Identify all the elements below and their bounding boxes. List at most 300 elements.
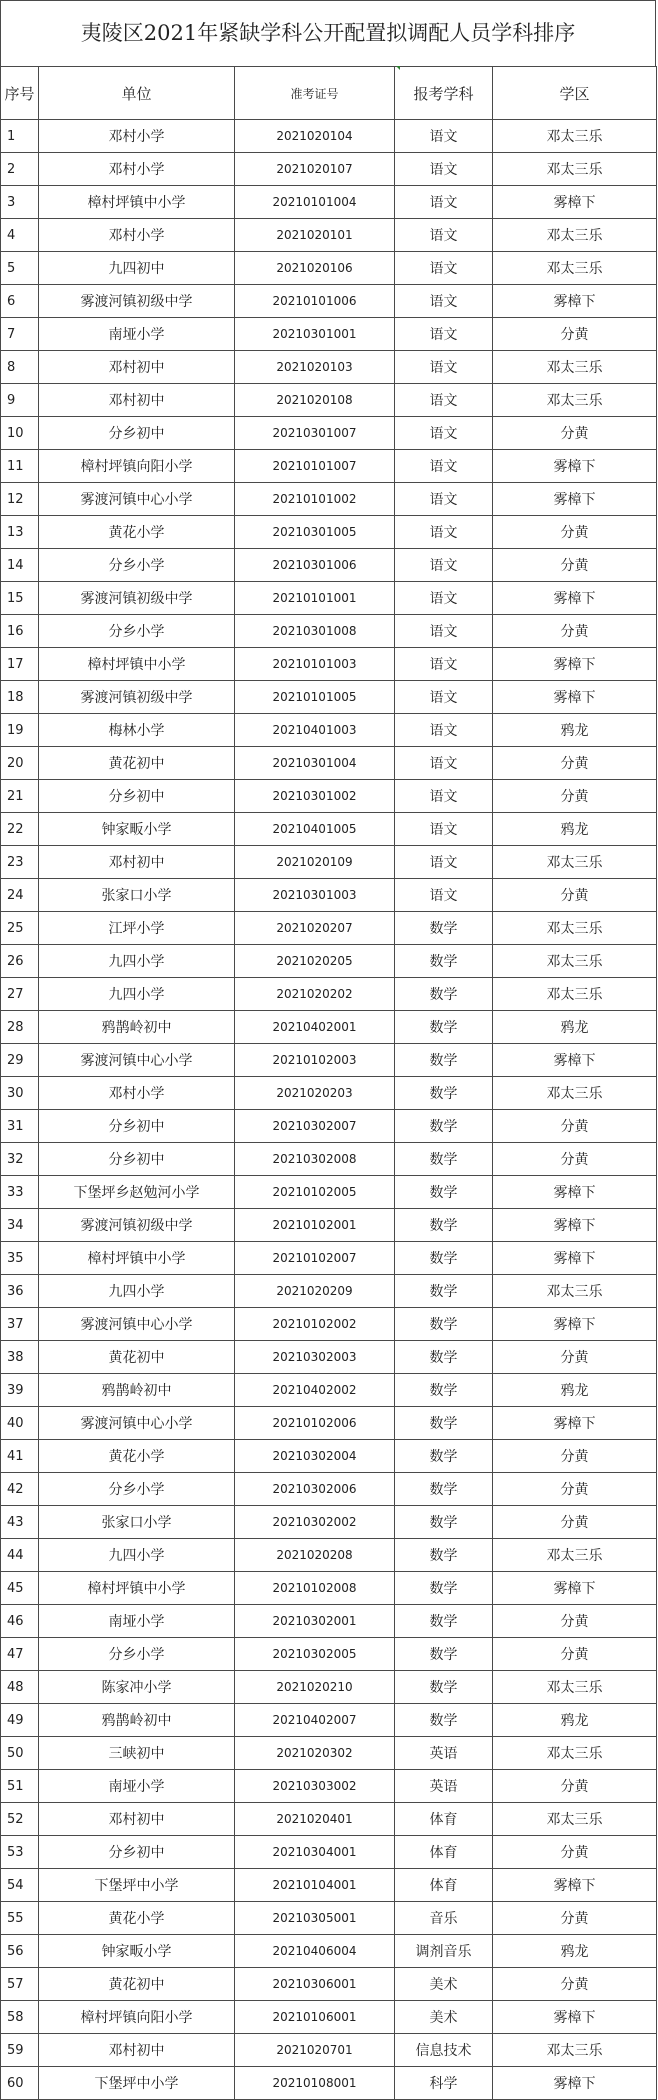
row-subject: 语文 bbox=[395, 450, 493, 483]
table-row bbox=[1, 1737, 657, 1770]
row-subject: 数学 bbox=[395, 1242, 493, 1275]
cell-comment-marker bbox=[396, 66, 400, 70]
row-unit: 邓村初中 bbox=[39, 351, 235, 384]
ranking-table bbox=[0, 66, 657, 2100]
row-subject: 数学 bbox=[395, 1209, 493, 1242]
row-unit: 陈家冲小学 bbox=[39, 1671, 235, 1704]
row-subject: 语文 bbox=[395, 219, 493, 252]
row-district: 邓太三乐 bbox=[493, 153, 657, 186]
table-row bbox=[1, 252, 657, 285]
table-row bbox=[1, 813, 657, 846]
row-unit: 雾渡河镇中心小学 bbox=[39, 1407, 235, 1440]
row-district: 分黄 bbox=[493, 1110, 657, 1143]
row-exam-number: 20210101007 bbox=[235, 450, 395, 483]
table-row bbox=[1, 516, 657, 549]
table-row bbox=[1, 648, 657, 681]
row-index: 25 bbox=[1, 912, 39, 945]
row-district: 分黄 bbox=[493, 747, 657, 780]
row-index: 55 bbox=[1, 1902, 39, 1935]
row-district: 雾樟下 bbox=[493, 1407, 657, 1440]
row-unit: 南垭小学 bbox=[39, 1605, 235, 1638]
row-subject: 美术 bbox=[395, 2001, 493, 2034]
row-subject: 语文 bbox=[395, 582, 493, 615]
row-unit: 邓村初中 bbox=[39, 2034, 235, 2067]
row-exam-number: 2021020106 bbox=[235, 252, 395, 285]
row-exam-number: 20210306001 bbox=[235, 1968, 395, 2001]
row-district: 邓太三乐 bbox=[493, 1803, 657, 1836]
row-unit: 黄花小学 bbox=[39, 1440, 235, 1473]
row-exam-number: 20210402007 bbox=[235, 1704, 395, 1737]
row-unit: 雾渡河镇初级中学 bbox=[39, 1209, 235, 1242]
row-subject: 英语 bbox=[395, 1770, 493, 1803]
table-row bbox=[1, 2001, 657, 2034]
table-row bbox=[1, 1209, 657, 1242]
row-index: 18 bbox=[1, 681, 39, 714]
row-exam-number: 20210401005 bbox=[235, 813, 395, 846]
table-row bbox=[1, 153, 657, 186]
row-unit: 邓村初中 bbox=[39, 384, 235, 417]
row-subject: 语文 bbox=[395, 120, 493, 153]
row-district: 鸦龙 bbox=[493, 714, 657, 747]
table-row bbox=[1, 912, 657, 945]
row-index: 19 bbox=[1, 714, 39, 747]
row-index: 17 bbox=[1, 648, 39, 681]
row-index: 3 bbox=[1, 186, 39, 219]
row-index: 31 bbox=[1, 1110, 39, 1143]
row-unit: 雾渡河镇中心小学 bbox=[39, 1044, 235, 1077]
table-row bbox=[1, 1902, 657, 1935]
row-subject: 数学 bbox=[395, 1671, 493, 1704]
row-unit: 九四初中 bbox=[39, 252, 235, 285]
row-unit: 分乡小学 bbox=[39, 1473, 235, 1506]
row-unit: 邓村小学 bbox=[39, 1077, 235, 1110]
table-row bbox=[1, 351, 657, 384]
row-index: 49 bbox=[1, 1704, 39, 1737]
row-exam-number: 20210102005 bbox=[235, 1176, 395, 1209]
header-unit: 单位 bbox=[39, 67, 235, 120]
row-unit: 邓村小学 bbox=[39, 120, 235, 153]
row-district: 鸦龙 bbox=[493, 1374, 657, 1407]
row-district: 分黄 bbox=[493, 516, 657, 549]
row-subject: 英语 bbox=[395, 1737, 493, 1770]
row-exam-number: 2021020101 bbox=[235, 219, 395, 252]
row-subject: 数学 bbox=[395, 1374, 493, 1407]
row-subject: 语文 bbox=[395, 714, 493, 747]
row-index: 23 bbox=[1, 846, 39, 879]
row-index: 36 bbox=[1, 1275, 39, 1308]
row-index: 48 bbox=[1, 1671, 39, 1704]
row-district: 分黄 bbox=[493, 549, 657, 582]
row-district: 雾樟下 bbox=[493, 648, 657, 681]
row-unit: 黄花小学 bbox=[39, 1902, 235, 1935]
table-row bbox=[1, 945, 657, 978]
row-exam-number: 20210301003 bbox=[235, 879, 395, 912]
row-index: 57 bbox=[1, 1968, 39, 2001]
row-district: 鸦龙 bbox=[493, 1704, 657, 1737]
row-district: 分黄 bbox=[493, 1143, 657, 1176]
row-exam-number: 2021020103 bbox=[235, 351, 395, 384]
table-row bbox=[1, 219, 657, 252]
row-index: 40 bbox=[1, 1407, 39, 1440]
row-exam-number: 20210102003 bbox=[235, 1044, 395, 1077]
row-exam-number: 2021020202 bbox=[235, 978, 395, 1011]
row-subject: 科学 bbox=[395, 2067, 493, 2100]
table-row bbox=[1, 483, 657, 516]
row-subject: 语文 bbox=[395, 252, 493, 285]
row-unit: 梅林小学 bbox=[39, 714, 235, 747]
row-district: 雾樟下 bbox=[493, 681, 657, 714]
row-exam-number: 20210303002 bbox=[235, 1770, 395, 1803]
row-exam-number: 20210101006 bbox=[235, 285, 395, 318]
row-subject: 数学 bbox=[395, 1044, 493, 1077]
row-index: 21 bbox=[1, 780, 39, 813]
table-row bbox=[1, 1110, 657, 1143]
row-index: 28 bbox=[1, 1011, 39, 1044]
row-index: 38 bbox=[1, 1341, 39, 1374]
row-subject: 数学 bbox=[395, 1440, 493, 1473]
row-unit: 张家口小学 bbox=[39, 879, 235, 912]
row-district: 雾樟下 bbox=[493, 2067, 657, 2100]
row-subject: 语文 bbox=[395, 615, 493, 648]
row-exam-number: 20210101003 bbox=[235, 648, 395, 681]
row-district: 雾樟下 bbox=[493, 1869, 657, 1902]
row-unit: 九四小学 bbox=[39, 1275, 235, 1308]
row-unit: 邓村小学 bbox=[39, 153, 235, 186]
row-unit: 黄花初中 bbox=[39, 1968, 235, 2001]
row-district: 雾樟下 bbox=[493, 1176, 657, 1209]
table-row bbox=[1, 1308, 657, 1341]
row-index: 16 bbox=[1, 615, 39, 648]
row-subject: 数学 bbox=[395, 1176, 493, 1209]
row-district: 雾樟下 bbox=[493, 1209, 657, 1242]
row-exam-number: 20210302006 bbox=[235, 1473, 395, 1506]
row-exam-number: 2021020401 bbox=[235, 1803, 395, 1836]
row-district: 雾樟下 bbox=[493, 285, 657, 318]
row-subject: 数学 bbox=[395, 1605, 493, 1638]
row-district: 邓太三乐 bbox=[493, 384, 657, 417]
row-subject: 语文 bbox=[395, 813, 493, 846]
table-row bbox=[1, 1935, 657, 1968]
row-exam-number: 2021020701 bbox=[235, 2034, 395, 2067]
row-district: 邓太三乐 bbox=[493, 219, 657, 252]
row-district: 分黄 bbox=[493, 1341, 657, 1374]
table-row bbox=[1, 285, 657, 318]
row-district: 分黄 bbox=[493, 1968, 657, 2001]
row-index: 15 bbox=[1, 582, 39, 615]
table-row bbox=[1, 1275, 657, 1308]
row-unit: 分乡初中 bbox=[39, 1836, 235, 1869]
row-index: 35 bbox=[1, 1242, 39, 1275]
row-unit: 分乡初中 bbox=[39, 1143, 235, 1176]
row-subject: 数学 bbox=[395, 1110, 493, 1143]
table-row bbox=[1, 1506, 657, 1539]
row-district: 邓太三乐 bbox=[493, 351, 657, 384]
table-row bbox=[1, 1242, 657, 1275]
row-exam-number: 20210106001 bbox=[235, 2001, 395, 2034]
table-row bbox=[1, 1671, 657, 1704]
row-unit: 樟村坪镇向阳小学 bbox=[39, 450, 235, 483]
header-row bbox=[1, 67, 657, 120]
row-district: 分黄 bbox=[493, 1440, 657, 1473]
row-exam-number: 2021020207 bbox=[235, 912, 395, 945]
row-district: 雾樟下 bbox=[493, 1308, 657, 1341]
row-district: 邓太三乐 bbox=[493, 846, 657, 879]
table-row bbox=[1, 1341, 657, 1374]
row-district: 分黄 bbox=[493, 615, 657, 648]
row-unit: 分乡小学 bbox=[39, 549, 235, 582]
row-exam-number: 2021020205 bbox=[235, 945, 395, 978]
row-subject: 语文 bbox=[395, 417, 493, 450]
row-exam-number: 20210302004 bbox=[235, 1440, 395, 1473]
row-exam-number: 20210301004 bbox=[235, 747, 395, 780]
table-row bbox=[1, 1869, 657, 1902]
row-subject: 语文 bbox=[395, 648, 493, 681]
row-district: 邓太三乐 bbox=[493, 978, 657, 1011]
table-row bbox=[1, 582, 657, 615]
row-exam-number: 2021020208 bbox=[235, 1539, 395, 1572]
row-index: 22 bbox=[1, 813, 39, 846]
row-index: 6 bbox=[1, 285, 39, 318]
row-index: 4 bbox=[1, 219, 39, 252]
row-index: 24 bbox=[1, 879, 39, 912]
row-subject: 语文 bbox=[395, 285, 493, 318]
header-subject: 报考学科 bbox=[395, 67, 493, 120]
row-index: 52 bbox=[1, 1803, 39, 1836]
row-index: 43 bbox=[1, 1506, 39, 1539]
table-row bbox=[1, 1077, 657, 1110]
row-index: 12 bbox=[1, 483, 39, 516]
table-row bbox=[1, 1803, 657, 1836]
row-index: 54 bbox=[1, 1869, 39, 1902]
row-index: 33 bbox=[1, 1176, 39, 1209]
row-exam-number: 20210102002 bbox=[235, 1308, 395, 1341]
table-row bbox=[1, 681, 657, 714]
row-index: 37 bbox=[1, 1308, 39, 1341]
row-subject: 音乐 bbox=[395, 1902, 493, 1935]
row-subject: 语文 bbox=[395, 351, 493, 384]
row-index: 46 bbox=[1, 1605, 39, 1638]
row-unit: 江坪小学 bbox=[39, 912, 235, 945]
row-index: 56 bbox=[1, 1935, 39, 1968]
table-row bbox=[1, 2034, 657, 2067]
row-district: 鸦龙 bbox=[493, 813, 657, 846]
row-district: 分黄 bbox=[493, 1902, 657, 1935]
row-exam-number: 20210406004 bbox=[235, 1935, 395, 1968]
row-district: 雾樟下 bbox=[493, 186, 657, 219]
row-exam-number: 20210301002 bbox=[235, 780, 395, 813]
row-exam-number: 20210301006 bbox=[235, 549, 395, 582]
row-district: 分黄 bbox=[493, 780, 657, 813]
row-exam-number: 2021020107 bbox=[235, 153, 395, 186]
row-exam-number: 20210301001 bbox=[235, 318, 395, 351]
row-unit: 樟村坪镇中小学 bbox=[39, 1572, 235, 1605]
row-exam-number: 20210402001 bbox=[235, 1011, 395, 1044]
row-unit: 分乡初中 bbox=[39, 1110, 235, 1143]
row-subject: 体育 bbox=[395, 1803, 493, 1836]
row-exam-number: 20210302001 bbox=[235, 1605, 395, 1638]
row-subject: 语文 bbox=[395, 780, 493, 813]
row-unit: 南垭小学 bbox=[39, 318, 235, 351]
row-exam-number: 20210302003 bbox=[235, 1341, 395, 1374]
row-district: 邓太三乐 bbox=[493, 120, 657, 153]
table-row bbox=[1, 846, 657, 879]
table-row bbox=[1, 1473, 657, 1506]
row-subject: 语文 bbox=[395, 681, 493, 714]
table-row bbox=[1, 879, 657, 912]
row-subject: 美术 bbox=[395, 1968, 493, 2001]
row-exam-number: 2021020209 bbox=[235, 1275, 395, 1308]
row-subject: 数学 bbox=[395, 1308, 493, 1341]
row-unit: 邓村初中 bbox=[39, 846, 235, 879]
row-unit: 南垭小学 bbox=[39, 1770, 235, 1803]
row-index: 53 bbox=[1, 1836, 39, 1869]
row-district: 鸦龙 bbox=[493, 1011, 657, 1044]
table-row bbox=[1, 1605, 657, 1638]
row-unit: 雾渡河镇中心小学 bbox=[39, 1308, 235, 1341]
row-exam-number: 20210101005 bbox=[235, 681, 395, 714]
row-district: 分黄 bbox=[493, 1506, 657, 1539]
row-index: 39 bbox=[1, 1374, 39, 1407]
row-subject: 数学 bbox=[395, 1011, 493, 1044]
header-exam-number: 准考证号 bbox=[235, 67, 395, 120]
row-index: 47 bbox=[1, 1638, 39, 1671]
row-unit: 三峡初中 bbox=[39, 1737, 235, 1770]
table-row bbox=[1, 1374, 657, 1407]
row-subject: 数学 bbox=[395, 1077, 493, 1110]
table-row bbox=[1, 2067, 657, 2100]
row-unit: 雾渡河镇初级中学 bbox=[39, 285, 235, 318]
row-index: 8 bbox=[1, 351, 39, 384]
row-district: 分黄 bbox=[493, 879, 657, 912]
row-unit: 樟村坪镇向阳小学 bbox=[39, 2001, 235, 2034]
row-index: 42 bbox=[1, 1473, 39, 1506]
row-district: 雾樟下 bbox=[493, 483, 657, 516]
row-subject: 数学 bbox=[395, 1638, 493, 1671]
row-exam-number: 20210302008 bbox=[235, 1143, 395, 1176]
row-index: 9 bbox=[1, 384, 39, 417]
row-index: 29 bbox=[1, 1044, 39, 1077]
row-unit: 黄花初中 bbox=[39, 747, 235, 780]
row-subject: 数学 bbox=[395, 1341, 493, 1374]
row-unit: 雾渡河镇初级中学 bbox=[39, 582, 235, 615]
header-index: 序号 bbox=[1, 67, 39, 120]
row-exam-number: 20210101002 bbox=[235, 483, 395, 516]
row-exam-number: 2021020203 bbox=[235, 1077, 395, 1110]
row-exam-number: 2021020108 bbox=[235, 384, 395, 417]
row-unit: 分乡小学 bbox=[39, 1638, 235, 1671]
row-index: 11 bbox=[1, 450, 39, 483]
row-district: 分黄 bbox=[493, 1605, 657, 1638]
row-subject: 语文 bbox=[395, 879, 493, 912]
table-row bbox=[1, 1011, 657, 1044]
row-subject: 语文 bbox=[395, 846, 493, 879]
row-subject: 语文 bbox=[395, 318, 493, 351]
row-exam-number: 20210104001 bbox=[235, 1869, 395, 1902]
row-district: 邓太三乐 bbox=[493, 945, 657, 978]
row-subject: 数学 bbox=[395, 912, 493, 945]
row-unit: 樟村坪镇中小学 bbox=[39, 186, 235, 219]
table-row bbox=[1, 120, 657, 153]
row-exam-number: 20210301007 bbox=[235, 417, 395, 450]
table-row bbox=[1, 1638, 657, 1671]
row-subject: 体育 bbox=[395, 1836, 493, 1869]
row-index: 50 bbox=[1, 1737, 39, 1770]
row-district: 分黄 bbox=[493, 1836, 657, 1869]
row-unit: 张家口小学 bbox=[39, 1506, 235, 1539]
table-row bbox=[1, 615, 657, 648]
table-row bbox=[1, 1539, 657, 1572]
row-index: 58 bbox=[1, 2001, 39, 2034]
row-district: 邓太三乐 bbox=[493, 1275, 657, 1308]
table-row bbox=[1, 1176, 657, 1209]
row-exam-number: 20210305001 bbox=[235, 1902, 395, 1935]
row-subject: 数学 bbox=[395, 1143, 493, 1176]
row-exam-number: 20210101001 bbox=[235, 582, 395, 615]
table-row bbox=[1, 978, 657, 1011]
row-exam-number: 20210402002 bbox=[235, 1374, 395, 1407]
row-exam-number: 20210102007 bbox=[235, 1242, 395, 1275]
row-exam-number: 20210102006 bbox=[235, 1407, 395, 1440]
row-subject: 数学 bbox=[395, 1539, 493, 1572]
row-unit: 樟村坪镇中小学 bbox=[39, 1242, 235, 1275]
row-district: 分黄 bbox=[493, 1473, 657, 1506]
table-row bbox=[1, 1836, 657, 1869]
row-subject: 语文 bbox=[395, 384, 493, 417]
row-index: 45 bbox=[1, 1572, 39, 1605]
row-index: 30 bbox=[1, 1077, 39, 1110]
row-exam-number: 2021020104 bbox=[235, 120, 395, 153]
row-district: 鸦龙 bbox=[493, 1935, 657, 1968]
row-index: 13 bbox=[1, 516, 39, 549]
row-index: 2 bbox=[1, 153, 39, 186]
sheet-title: 夷陵区2021年紧缺学科公开配置拟调配人员学科排序 bbox=[0, 0, 656, 66]
table-row bbox=[1, 1407, 657, 1440]
row-subject: 语文 bbox=[395, 747, 493, 780]
row-unit: 分乡小学 bbox=[39, 615, 235, 648]
row-unit: 鸦鹊岭初中 bbox=[39, 1704, 235, 1737]
header-district: 学区 bbox=[493, 67, 657, 120]
row-subject: 语文 bbox=[395, 516, 493, 549]
row-unit: 下堡坪乡赵勉河小学 bbox=[39, 1176, 235, 1209]
row-subject: 数学 bbox=[395, 1407, 493, 1440]
row-exam-number: 20210301005 bbox=[235, 516, 395, 549]
row-unit: 钟家畈小学 bbox=[39, 813, 235, 846]
table-row bbox=[1, 780, 657, 813]
row-district: 邓太三乐 bbox=[493, 2034, 657, 2067]
row-district: 雾樟下 bbox=[493, 1572, 657, 1605]
table-row bbox=[1, 384, 657, 417]
row-exam-number: 20210302005 bbox=[235, 1638, 395, 1671]
row-exam-number: 2021020210 bbox=[235, 1671, 395, 1704]
row-exam-number: 20210302007 bbox=[235, 1110, 395, 1143]
row-index: 41 bbox=[1, 1440, 39, 1473]
row-district: 分黄 bbox=[493, 318, 657, 351]
row-index: 27 bbox=[1, 978, 39, 1011]
row-index: 1 bbox=[1, 120, 39, 153]
row-subject: 数学 bbox=[395, 1704, 493, 1737]
row-exam-number: 2021020109 bbox=[235, 846, 395, 879]
row-subject: 数学 bbox=[395, 978, 493, 1011]
row-subject: 数学 bbox=[395, 1506, 493, 1539]
row-unit: 邓村小学 bbox=[39, 219, 235, 252]
row-district: 邓太三乐 bbox=[493, 252, 657, 285]
row-unit: 九四小学 bbox=[39, 1539, 235, 1572]
row-district: 分黄 bbox=[493, 1770, 657, 1803]
row-subject: 语文 bbox=[395, 153, 493, 186]
row-district: 邓太三乐 bbox=[493, 1077, 657, 1110]
row-subject: 数学 bbox=[395, 1275, 493, 1308]
row-unit: 鸦鹊岭初中 bbox=[39, 1011, 235, 1044]
